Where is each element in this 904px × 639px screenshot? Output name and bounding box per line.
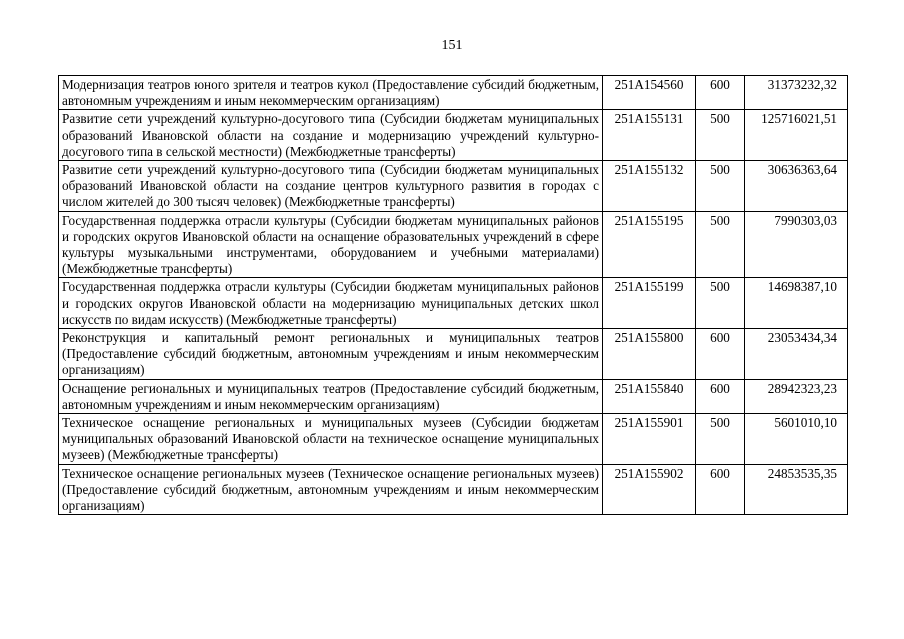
row-amount: 125716021,51 bbox=[745, 110, 848, 161]
row-code: 251А155199 bbox=[603, 278, 696, 329]
row-amount: 28942323,23 bbox=[745, 379, 848, 413]
table-row bbox=[59, 464, 848, 515]
row-expense-type: 600 bbox=[696, 76, 745, 110]
row-code: 251А155902 bbox=[603, 464, 696, 515]
table-row bbox=[59, 110, 848, 161]
row-description: Государственная поддержка отрасли культуры (Субсидии бюджетам муниципальных районов и городских округов Ивановской области на модернизацию муниципальных детских школ искусств по видам искусств) (Межбюджетные трансферты) bbox=[59, 278, 603, 329]
row-description: Оснащение региональных и муниципальных театров (Предоставление субсидий бюджетным, автономным учреждениям и иным некоммерческим организациям) bbox=[59, 379, 603, 413]
table-row bbox=[59, 329, 848, 380]
table-row bbox=[59, 379, 848, 413]
row-expense-type: 500 bbox=[696, 161, 745, 212]
row-amount: 30636363,64 bbox=[745, 161, 848, 212]
table-row bbox=[59, 278, 848, 329]
table-row bbox=[59, 414, 848, 465]
row-description: Модернизация театров юного зрителя и театров кукол (Предоставление субсидий бюджетным, автономным учреждениям и иным некоммерческим организациям) bbox=[59, 76, 603, 110]
row-code: 251А155195 bbox=[603, 211, 696, 278]
row-expense-type: 600 bbox=[696, 464, 745, 515]
row-expense-type: 500 bbox=[696, 110, 745, 161]
row-expense-type: 600 bbox=[696, 379, 745, 413]
row-description: Техническое оснащение региональных и муниципальных музеев (Субсидии бюджетам муниципальных образований Ивановской области на техническое оснащение муниципальных музеев) (Межбюджетные трансферты) bbox=[59, 414, 603, 465]
row-code: 251А155131 bbox=[603, 110, 696, 161]
table-row bbox=[59, 211, 848, 278]
row-amount: 5601010,10 bbox=[745, 414, 848, 465]
row-expense-type: 500 bbox=[696, 414, 745, 465]
table-row bbox=[59, 161, 848, 212]
row-code: 251А154560 bbox=[603, 76, 696, 110]
row-description: Развитие сети учреждений культурно-досугового типа (Субсидии бюджетам муниципальных образований Ивановской области на создание центров культурного развития в городах с числом жителей до 300 тысяч человек) (Межбюджетные трансферты) bbox=[59, 161, 603, 212]
row-description: Государственная поддержка отрасли культуры (Субсидии бюджетам муниципальных районов и городских округов Ивановской области на оснащение образовательных учреждений в сфере культуры музыкальными инструментами, оборудованием и учебными материалами) (Межбюджетные трансферты) bbox=[59, 211, 603, 278]
row-code: 251А155901 bbox=[603, 414, 696, 465]
budget-table bbox=[58, 75, 848, 515]
row-description: Реконструкция и капитальный ремонт региональных и муниципальных театров (Предоставление субсидий бюджетным, автономным учреждениям и иным некоммерческим организациям) bbox=[59, 329, 603, 380]
row-expense-type: 600 bbox=[696, 329, 745, 380]
row-code: 251А155800 bbox=[603, 329, 696, 380]
row-amount: 14698387,10 bbox=[745, 278, 848, 329]
row-description: Техническое оснащение региональных музеев (Техническое оснащение региональных музеев) (Предоставление субсидий бюджетным, автономным учреждениям и иным некоммерческим организациям) bbox=[59, 464, 603, 515]
row-amount: 31373232,32 bbox=[745, 76, 848, 110]
row-amount: 23053434,34 bbox=[745, 329, 848, 380]
row-amount: 7990303,03 bbox=[745, 211, 848, 278]
row-expense-type: 500 bbox=[696, 278, 745, 329]
row-code: 251А155132 bbox=[603, 161, 696, 212]
page-number: 151 bbox=[441, 38, 463, 53]
table-row bbox=[59, 76, 848, 110]
row-code: 251А155840 bbox=[603, 379, 696, 413]
row-amount: 24853535,35 bbox=[745, 464, 848, 515]
row-expense-type: 500 bbox=[696, 211, 745, 278]
row-description: Развитие сети учреждений культурно-досугового типа (Субсидии бюджетам муниципальных образований Ивановской области на создание и модернизацию учреждений культурно-досугового типа в сельской местности) (Межбюджетные трансферты) bbox=[59, 110, 603, 161]
